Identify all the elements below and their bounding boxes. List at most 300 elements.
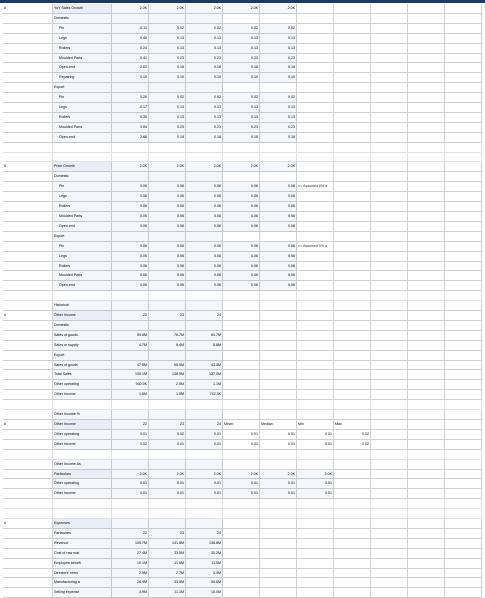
cell[interactable] (297, 172, 334, 182)
value-cell[interactable]: 11.6M (149, 558, 186, 568)
value-cell[interactable]: 10.0M (186, 588, 223, 598)
cell[interactable] (260, 380, 297, 390)
row-marker-cell[interactable] (3, 182, 53, 192)
cell[interactable] (334, 509, 371, 519)
row-label-cell[interactable]: YoY Sales Growth (53, 4, 112, 13)
cell[interactable] (260, 509, 297, 519)
row-label-cell[interactable]: Pin (53, 241, 112, 251)
value-cell[interactable]: 0.06 (186, 251, 223, 261)
cell[interactable] (297, 4, 334, 13)
cell[interactable] (53, 449, 112, 459)
cell[interactable] (371, 400, 408, 410)
row-label-cell[interactable]: Other Income (53, 420, 112, 430)
value-cell[interactable]: 0.02 (223, 93, 260, 103)
cell[interactable] (223, 578, 260, 588)
value-cell[interactable]: 0.02 (149, 23, 186, 33)
value-cell[interactable]: 0.23 (149, 53, 186, 63)
cell[interactable] (408, 400, 445, 410)
value-cell[interactable]: 2.0K (186, 162, 223, 172)
value-cell[interactable]: 0.01 (112, 489, 149, 499)
value-cell[interactable]: 0.06 (223, 202, 260, 212)
cell[interactable] (371, 53, 408, 63)
row-marker-cell[interactable] (3, 241, 53, 251)
value-cell[interactable]: 0.06 (186, 182, 223, 192)
value-cell[interactable]: 0.06 (112, 241, 149, 251)
cell[interactable] (53, 142, 112, 152)
row-marker-cell[interactable] (3, 93, 53, 103)
row-label-cell[interactable]: Other Income % (53, 410, 112, 420)
value-cell[interactable]: 0.23 (223, 53, 260, 63)
cell[interactable] (297, 281, 334, 291)
cell[interactable] (223, 83, 260, 93)
cell[interactable] (334, 33, 371, 43)
cell[interactable] (371, 538, 408, 548)
row-marker-cell[interactable]: # (3, 4, 53, 13)
cell[interactable] (408, 132, 445, 142)
cell[interactable] (408, 43, 445, 53)
value-cell[interactable]: 1.6M (112, 390, 149, 400)
cell[interactable] (445, 251, 482, 261)
cell[interactable] (297, 568, 334, 578)
cell[interactable] (408, 519, 445, 529)
row-label-cell[interactable]: Employee benefi (53, 558, 112, 568)
cell[interactable] (223, 459, 260, 469)
cell[interactable] (445, 122, 482, 132)
cell[interactable] (297, 509, 334, 519)
cell[interactable] (334, 568, 371, 578)
value-cell[interactable]: 0.13 (186, 43, 223, 53)
cell[interactable] (297, 112, 334, 122)
cell[interactable] (408, 93, 445, 103)
row-marker-cell[interactable] (3, 390, 53, 400)
cell[interactable] (445, 63, 482, 73)
value-cell[interactable] (112, 459, 149, 469)
cell[interactable] (223, 568, 260, 578)
cell[interactable] (371, 410, 408, 420)
cell[interactable] (445, 43, 482, 53)
cell[interactable] (297, 13, 334, 23)
cell[interactable] (408, 13, 445, 23)
cell[interactable] (408, 588, 445, 598)
value-cell[interactable]: 0.01 (223, 489, 260, 499)
cell[interactable] (297, 410, 334, 420)
cell[interactable] (371, 449, 408, 459)
value-cell[interactable]: 0.23 (186, 53, 223, 63)
cell[interactable] (334, 370, 371, 380)
cell[interactable] (334, 221, 371, 231)
value-cell[interactable]: 0.01 (297, 489, 334, 499)
cell[interactable] (408, 429, 445, 439)
cell[interactable] (297, 499, 334, 509)
cell[interactable] (260, 400, 297, 410)
value-cell[interactable]: 0.26 (112, 93, 149, 103)
cell[interactable] (445, 271, 482, 281)
cell[interactable] (334, 340, 371, 350)
value-cell[interactable]: 930.0K (112, 380, 149, 390)
cell[interactable] (445, 410, 482, 420)
cell[interactable] (408, 103, 445, 113)
cell[interactable] (260, 152, 297, 162)
cell[interactable] (334, 281, 371, 291)
value-cell[interactable]: 0.01 (149, 479, 186, 489)
cell[interactable] (112, 499, 149, 509)
cell[interactable] (445, 152, 482, 162)
value-cell[interactable] (149, 519, 186, 529)
cell[interactable] (408, 350, 445, 360)
cell[interactable] (371, 459, 408, 469)
cell[interactable] (334, 558, 371, 568)
cell[interactable] (334, 489, 371, 499)
cell[interactable] (408, 202, 445, 212)
cell[interactable] (371, 578, 408, 588)
cell[interactable] (445, 162, 482, 172)
cell[interactable] (260, 548, 297, 558)
cell[interactable] (260, 311, 297, 321)
cell[interactable] (334, 588, 371, 598)
cell[interactable] (445, 261, 482, 271)
value-cell[interactable] (112, 350, 149, 360)
stat-cell[interactable]: 0.01 (260, 439, 297, 449)
cell[interactable] (371, 152, 408, 162)
value-cell[interactable] (186, 459, 223, 469)
cell[interactable] (445, 142, 482, 152)
value-cell[interactable]: 2.02 (112, 63, 149, 73)
cell[interactable] (297, 588, 334, 598)
value-cell[interactable]: 47.8M (112, 360, 149, 370)
cell[interactable] (408, 291, 445, 301)
value-cell[interactable]: 0.23 (260, 122, 297, 132)
cell[interactable] (408, 112, 445, 122)
value-cell[interactable]: 0.01 (112, 429, 149, 439)
stat-cell[interactable]: 0.02 (334, 429, 371, 439)
cell[interactable] (260, 301, 297, 311)
row-marker-cell[interactable] (3, 192, 53, 202)
cell[interactable] (371, 568, 408, 578)
cell[interactable] (371, 380, 408, 390)
cell[interactable] (371, 182, 408, 192)
cell[interactable] (445, 281, 482, 291)
cell[interactable] (408, 390, 445, 400)
row-marker-cell[interactable] (3, 469, 53, 479)
value-cell[interactable]: 0.13 (149, 33, 186, 43)
cell[interactable] (297, 291, 334, 301)
cell[interactable] (445, 548, 482, 558)
cell[interactable] (408, 182, 445, 192)
value-cell[interactable]: 2.0K (149, 4, 186, 13)
cell[interactable] (445, 13, 482, 23)
row-marker-cell[interactable] (3, 251, 53, 261)
cell[interactable] (334, 311, 371, 321)
cell[interactable] (445, 489, 482, 499)
cell[interactable] (297, 202, 334, 212)
value-cell[interactable]: 0.01 (223, 479, 260, 489)
cell[interactable] (334, 548, 371, 558)
row-marker-cell[interactable] (3, 558, 53, 568)
value-cell[interactable]: 0.13 (260, 103, 297, 113)
cell[interactable] (408, 499, 445, 509)
cell[interactable] (3, 499, 53, 509)
value-cell[interactable]: 0.13 (260, 43, 297, 53)
cell[interactable] (3, 449, 53, 459)
stat-cell[interactable]: 0.02 (334, 439, 371, 449)
value-cell[interactable]: 0.06 (149, 202, 186, 212)
cell[interactable] (297, 53, 334, 63)
cell[interactable] (223, 528, 260, 538)
row-marker-cell[interactable] (3, 33, 53, 43)
cell[interactable] (371, 132, 408, 142)
cell[interactable] (297, 152, 334, 162)
row-label-cell[interactable]: Total Sales (53, 370, 112, 380)
cell[interactable] (223, 340, 260, 350)
cell[interactable] (112, 291, 149, 301)
value-cell[interactable]: 0.06 (260, 182, 297, 192)
row-label-cell[interactable]: Legs (53, 192, 112, 202)
cell[interactable] (445, 588, 482, 598)
value-cell[interactable]: 0.06 (149, 192, 186, 202)
cell[interactable] (297, 360, 334, 370)
cell[interactable] (408, 439, 445, 449)
value-cell[interactable] (112, 410, 149, 420)
row-marker-cell[interactable] (3, 63, 53, 73)
cell[interactable] (408, 221, 445, 231)
value-cell[interactable]: 0.06 (223, 271, 260, 281)
row-label-cell[interactable]: Rollers (53, 43, 112, 53)
row-marker-cell[interactable] (3, 360, 53, 370)
cell[interactable] (297, 311, 334, 321)
value-cell[interactable]: 6.4M (149, 340, 186, 350)
cell[interactable] (223, 320, 260, 330)
value-cell[interactable]: 0.06 (260, 212, 297, 222)
stat-cell[interactable]: Min (297, 420, 334, 430)
cell[interactable] (371, 528, 408, 538)
cell[interactable] (334, 231, 371, 241)
cell[interactable] (371, 439, 408, 449)
cell[interactable] (445, 103, 482, 113)
value-cell[interactable]: 0.18 (260, 63, 297, 73)
value-cell[interactable]: 0.10 (149, 73, 186, 83)
cell[interactable] (408, 469, 445, 479)
cell[interactable] (371, 93, 408, 103)
cell[interactable] (334, 479, 371, 489)
cell[interactable] (334, 251, 371, 261)
value-cell[interactable]: 2.0K (260, 4, 297, 13)
value-cell[interactable]: 2.0K (223, 162, 260, 172)
cell[interactable] (297, 132, 334, 142)
cell[interactable] (371, 301, 408, 311)
value-cell[interactable]: 0.18 (223, 132, 260, 142)
value-cell[interactable] (112, 172, 149, 182)
value-cell[interactable]: 22 (112, 311, 149, 321)
cell[interactable] (445, 241, 482, 251)
value-cell[interactable] (186, 350, 223, 360)
cell[interactable] (408, 212, 445, 222)
cell[interactable] (371, 499, 408, 509)
value-cell[interactable]: 0.02 (223, 23, 260, 33)
cell[interactable] (371, 558, 408, 568)
value-cell[interactable]: 0.02 (149, 429, 186, 439)
value-cell[interactable]: 59.6M (112, 330, 149, 340)
cell[interactable] (297, 459, 334, 469)
value-cell[interactable]: 0.06 (260, 221, 297, 231)
row-marker-cell[interactable]: # (3, 519, 53, 529)
cell[interactable] (445, 112, 482, 122)
cell[interactable] (334, 528, 371, 538)
cell[interactable] (297, 33, 334, 43)
stat-cell[interactable]: 0.01 (223, 429, 260, 439)
cell[interactable] (260, 578, 297, 588)
cell[interactable] (297, 390, 334, 400)
value-cell[interactable]: 0.13 (186, 112, 223, 122)
row-marker-cell[interactable] (3, 132, 53, 142)
cell[interactable] (371, 429, 408, 439)
row-marker-cell[interactable] (3, 112, 53, 122)
row-marker-cell[interactable] (3, 83, 53, 93)
row-marker-cell[interactable] (3, 261, 53, 271)
row-marker-cell[interactable] (3, 53, 53, 63)
cell[interactable] (408, 528, 445, 538)
row-label-cell[interactable]: Other Income (53, 311, 112, 321)
value-cell[interactable]: 0.18 (149, 63, 186, 73)
cell[interactable] (223, 390, 260, 400)
value-cell[interactable]: 23 (149, 311, 186, 321)
value-cell[interactable]: 0.18 (149, 132, 186, 142)
row-label-cell[interactable]: Open-end (53, 63, 112, 73)
cell[interactable] (334, 23, 371, 33)
row-label-cell[interactable]: Other operating (53, 479, 112, 489)
cell[interactable] (371, 13, 408, 23)
cell[interactable] (112, 142, 149, 152)
cell[interactable] (223, 231, 260, 241)
value-cell[interactable]: 742.3K (186, 390, 223, 400)
value-cell[interactable]: 0.01 (186, 439, 223, 449)
row-label-cell[interactable]: Rollers (53, 112, 112, 122)
cell[interactable] (223, 410, 260, 420)
value-cell[interactable]: 0.13 (223, 33, 260, 43)
value-cell[interactable]: 11.1M (149, 588, 186, 598)
value-cell[interactable]: 0.06 (260, 202, 297, 212)
cell[interactable] (408, 23, 445, 33)
value-cell[interactable] (186, 301, 223, 311)
cell[interactable] (3, 142, 53, 152)
cell[interactable] (297, 301, 334, 311)
cell[interactable] (53, 499, 112, 509)
cell[interactable] (445, 192, 482, 202)
cell[interactable] (260, 588, 297, 598)
cell[interactable] (371, 320, 408, 330)
value-cell[interactable]: 0.13 (223, 43, 260, 53)
cell[interactable] (260, 459, 297, 469)
row-label-cell[interactable]: Expenses (53, 519, 112, 529)
cell[interactable] (186, 152, 223, 162)
value-cell[interactable]: 1.5M (149, 390, 186, 400)
cell[interactable] (297, 23, 334, 33)
cell[interactable] (334, 459, 371, 469)
value-cell[interactable]: 0.18 (186, 63, 223, 73)
row-marker-cell[interactable] (3, 202, 53, 212)
cell[interactable] (334, 13, 371, 23)
value-cell[interactable]: 0.13 (260, 112, 297, 122)
value-cell[interactable]: 0.06 (186, 202, 223, 212)
value-cell[interactable]: 0.02 (186, 93, 223, 103)
value-cell[interactable]: 0.06 (186, 241, 223, 251)
cell[interactable] (445, 221, 482, 231)
cell[interactable] (334, 538, 371, 548)
value-cell[interactable] (112, 231, 149, 241)
value-cell[interactable]: 0.01 (260, 489, 297, 499)
value-cell[interactable]: 0.06 (112, 182, 149, 192)
value-cell[interactable] (149, 410, 186, 420)
value-cell[interactable]: 2.0K (260, 162, 297, 172)
cell[interactable] (223, 499, 260, 509)
value-cell[interactable]: 0.06 (112, 261, 149, 271)
value-cell[interactable]: 2.0K (260, 469, 297, 479)
cell[interactable] (371, 43, 408, 53)
row-label-cell[interactable]: Pin (53, 23, 112, 33)
stat-cell[interactable]: Median (260, 420, 297, 430)
value-cell[interactable]: 0.02 (112, 439, 149, 449)
cell[interactable] (223, 350, 260, 360)
cell[interactable] (371, 350, 408, 360)
cell[interactable] (445, 33, 482, 43)
cell[interactable] (334, 192, 371, 202)
cell[interactable] (334, 449, 371, 459)
cell[interactable] (371, 33, 408, 43)
row-label-cell[interactable]: Export (53, 231, 112, 241)
stat-cell[interactable]: 0.01 (297, 439, 334, 449)
cell[interactable] (445, 360, 482, 370)
cell[interactable] (445, 320, 482, 330)
row-label-cell[interactable]: Pin (53, 93, 112, 103)
cell[interactable] (223, 400, 260, 410)
stat-cell[interactable]: Mean (223, 420, 260, 430)
cell[interactable] (371, 63, 408, 73)
stat-cell[interactable]: 0.01 (260, 429, 297, 439)
value-cell[interactable]: 24 (186, 528, 223, 538)
value-cell[interactable] (112, 83, 149, 93)
value-cell[interactable] (186, 13, 223, 23)
cell[interactable] (297, 578, 334, 588)
cell[interactable] (371, 271, 408, 281)
cell[interactable] (445, 93, 482, 103)
cell[interactable] (334, 122, 371, 132)
value-cell[interactable]: 105.7M (112, 538, 149, 548)
cell[interactable] (3, 152, 53, 162)
value-cell[interactable]: 0.23 (186, 122, 223, 132)
cell[interactable] (149, 499, 186, 509)
row-label-cell[interactable]: Revenue (53, 538, 112, 548)
cell[interactable] (408, 231, 445, 241)
cell[interactable] (371, 103, 408, 113)
value-cell[interactable] (186, 231, 223, 241)
value-cell[interactable] (186, 83, 223, 93)
value-cell[interactable]: 0.13 (186, 103, 223, 113)
value-cell[interactable]: 0.18 (223, 63, 260, 73)
value-cell[interactable]: 3.0M (186, 568, 223, 578)
value-cell[interactable]: 24 (186, 420, 223, 430)
cell[interactable] (445, 390, 482, 400)
cell[interactable] (297, 340, 334, 350)
cell[interactable] (371, 162, 408, 172)
cell[interactable] (334, 390, 371, 400)
cell[interactable] (297, 519, 334, 529)
cell[interactable] (445, 370, 482, 380)
cell[interactable] (334, 499, 371, 509)
value-cell[interactable]: 0.06 (260, 192, 297, 202)
cell[interactable] (371, 241, 408, 251)
row-label-cell[interactable]: Sales of goods (53, 360, 112, 370)
cell[interactable] (334, 43, 371, 53)
cell[interactable] (371, 281, 408, 291)
